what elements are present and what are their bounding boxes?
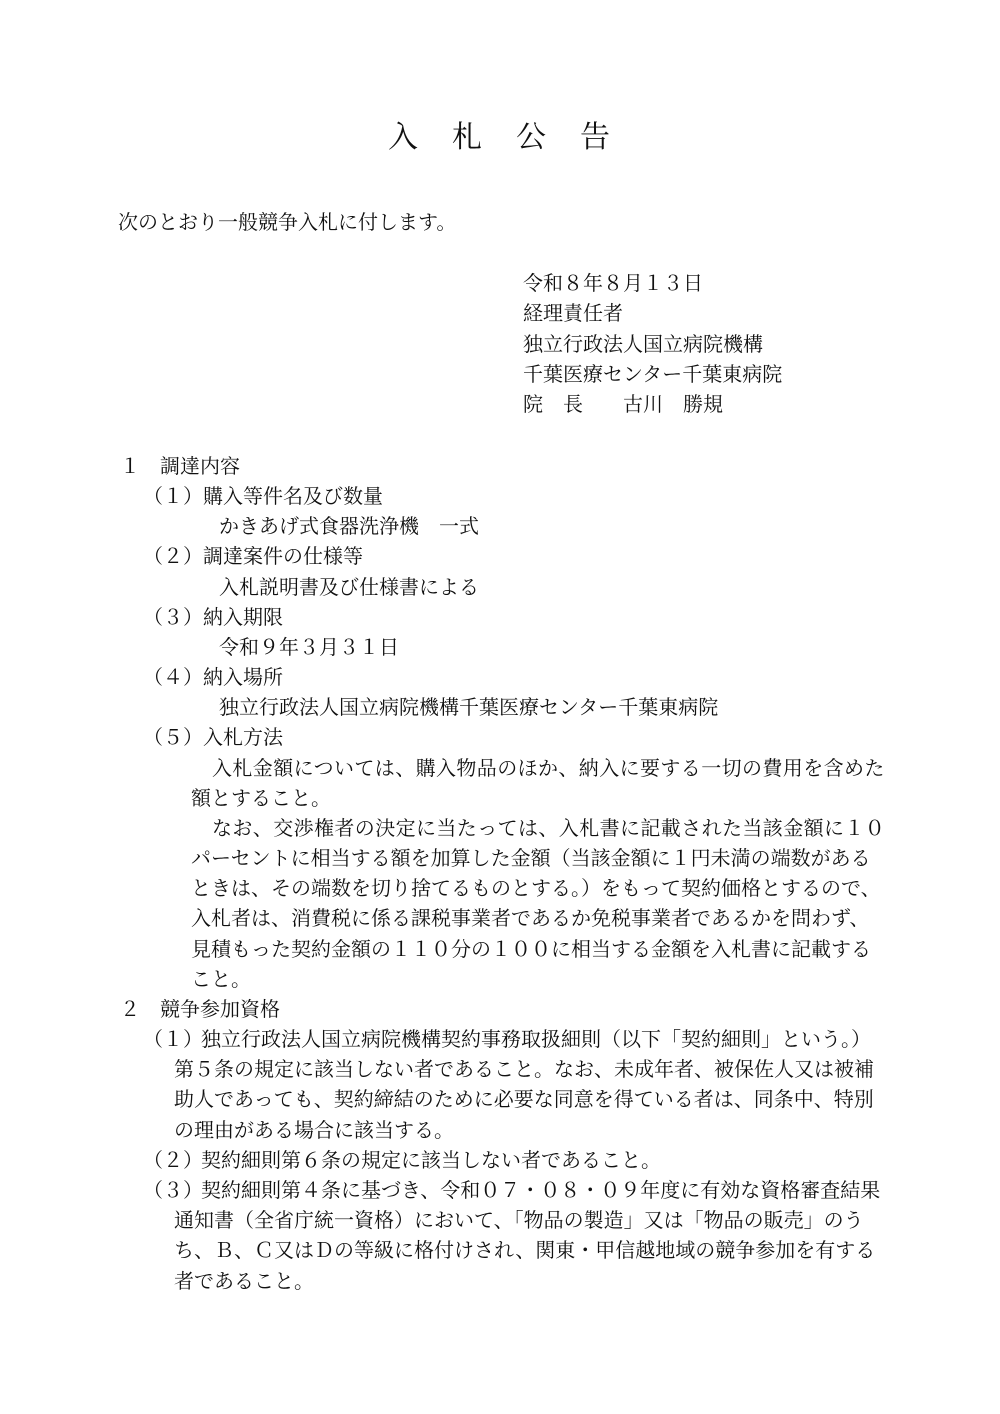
s2-item1-line-2: 第５条の規定に該当しない者であること。なお、未成年者、被保佐人又は被補: [174, 1057, 874, 1081]
item5-label: （５）入札方法: [143, 725, 283, 749]
notice-title: 入 札 公 告: [388, 120, 612, 155]
issuer-org: 独立行政法人国立病院機構: [523, 332, 763, 356]
item5-line-1: 入札金額については、購入物品のほか、納入に要する一切の費用を含めた: [212, 756, 885, 780]
item5-line-8: こと。: [191, 967, 251, 991]
issuer-role: 経理責任者: [523, 301, 623, 325]
item5-line-3: なお、交渉権者の決定に当たっては、入札書に記載された当該金額に１０: [212, 816, 886, 840]
s2-item3-line-1: 契約細則第４条に基づき、令和０７・０８・０９年度に有効な資格審査結果: [201, 1178, 881, 1202]
section2-heading: ２ 競争参加資格: [120, 997, 280, 1021]
section1-heading: １ 調達内容: [120, 454, 240, 478]
s2-item2-line-1: 契約細則第６条の規定に該当しない者であること。: [201, 1148, 661, 1172]
item1-label: （１）購入等件名及び数量: [143, 484, 383, 508]
s2-item3-label: （３）: [143, 1178, 203, 1202]
issuer-hospital: 千葉医療センター千葉東病院: [523, 362, 783, 386]
issuer-director: 院 長 古川 勝規: [523, 392, 723, 416]
item5-line-6: 入札者は、消費税に係る課税事業者であるか免税事業者であるかを問わず、: [191, 906, 870, 930]
item3-value: 令和９年３月３１日: [219, 635, 399, 659]
item2-label: （２）調達案件の仕様等: [143, 544, 363, 568]
item5-line-4: パーセントに相当する額を加算した金額（当該金額に１円未満の端数がある: [191, 846, 871, 870]
item1-value: かきあげ式食器洗浄機 一式: [219, 514, 479, 538]
intro-text: 次のとおり一般競争入札に付します。: [118, 210, 457, 234]
s2-item3-line-4: 者であること。: [174, 1269, 314, 1293]
s2-item1-line-1: 独立行政法人国立病院機構契約事務取扱細則（以下「契約細則」という。）: [201, 1027, 871, 1051]
item4-value: 独立行政法人国立病院機構千葉医療センター千葉東病院: [219, 695, 719, 719]
item2-value: 入札説明書及び仕様書による: [219, 575, 479, 599]
s2-item1-line-3: 助人であっても、契約締結のために必要な同意を得ている者は、同条中、特別: [174, 1087, 874, 1111]
s2-item3-line-3: ち、Ｂ、Ｃ又はＤの等級に格付けされ、関東・甲信越地域の競争参加を有する: [174, 1238, 876, 1262]
item3-label: （３）納入期限: [143, 605, 283, 629]
s2-item2-label: （２）: [143, 1148, 203, 1172]
issue-date: 令和８年８月１３日: [523, 271, 703, 295]
s2-item1-label: （１）: [143, 1027, 203, 1051]
item5-line-2: 額とすること。: [191, 786, 331, 810]
item5-line-7: 見積もった契約金額の１１０分の１００に相当する金額を入札書に記載する: [191, 937, 871, 961]
item4-label: （４）納入場所: [143, 665, 283, 689]
s2-item3-line-2: 通知書（全省庁統一資格）において、「物品の製造」又は「物品の販売」のう: [174, 1208, 864, 1232]
item5-line-5: ときは、その端数を切り捨てるものとする。）をもって契約価格とするので、: [191, 876, 881, 900]
s2-item1-line-4: の理由がある場合に該当する。: [174, 1118, 454, 1142]
